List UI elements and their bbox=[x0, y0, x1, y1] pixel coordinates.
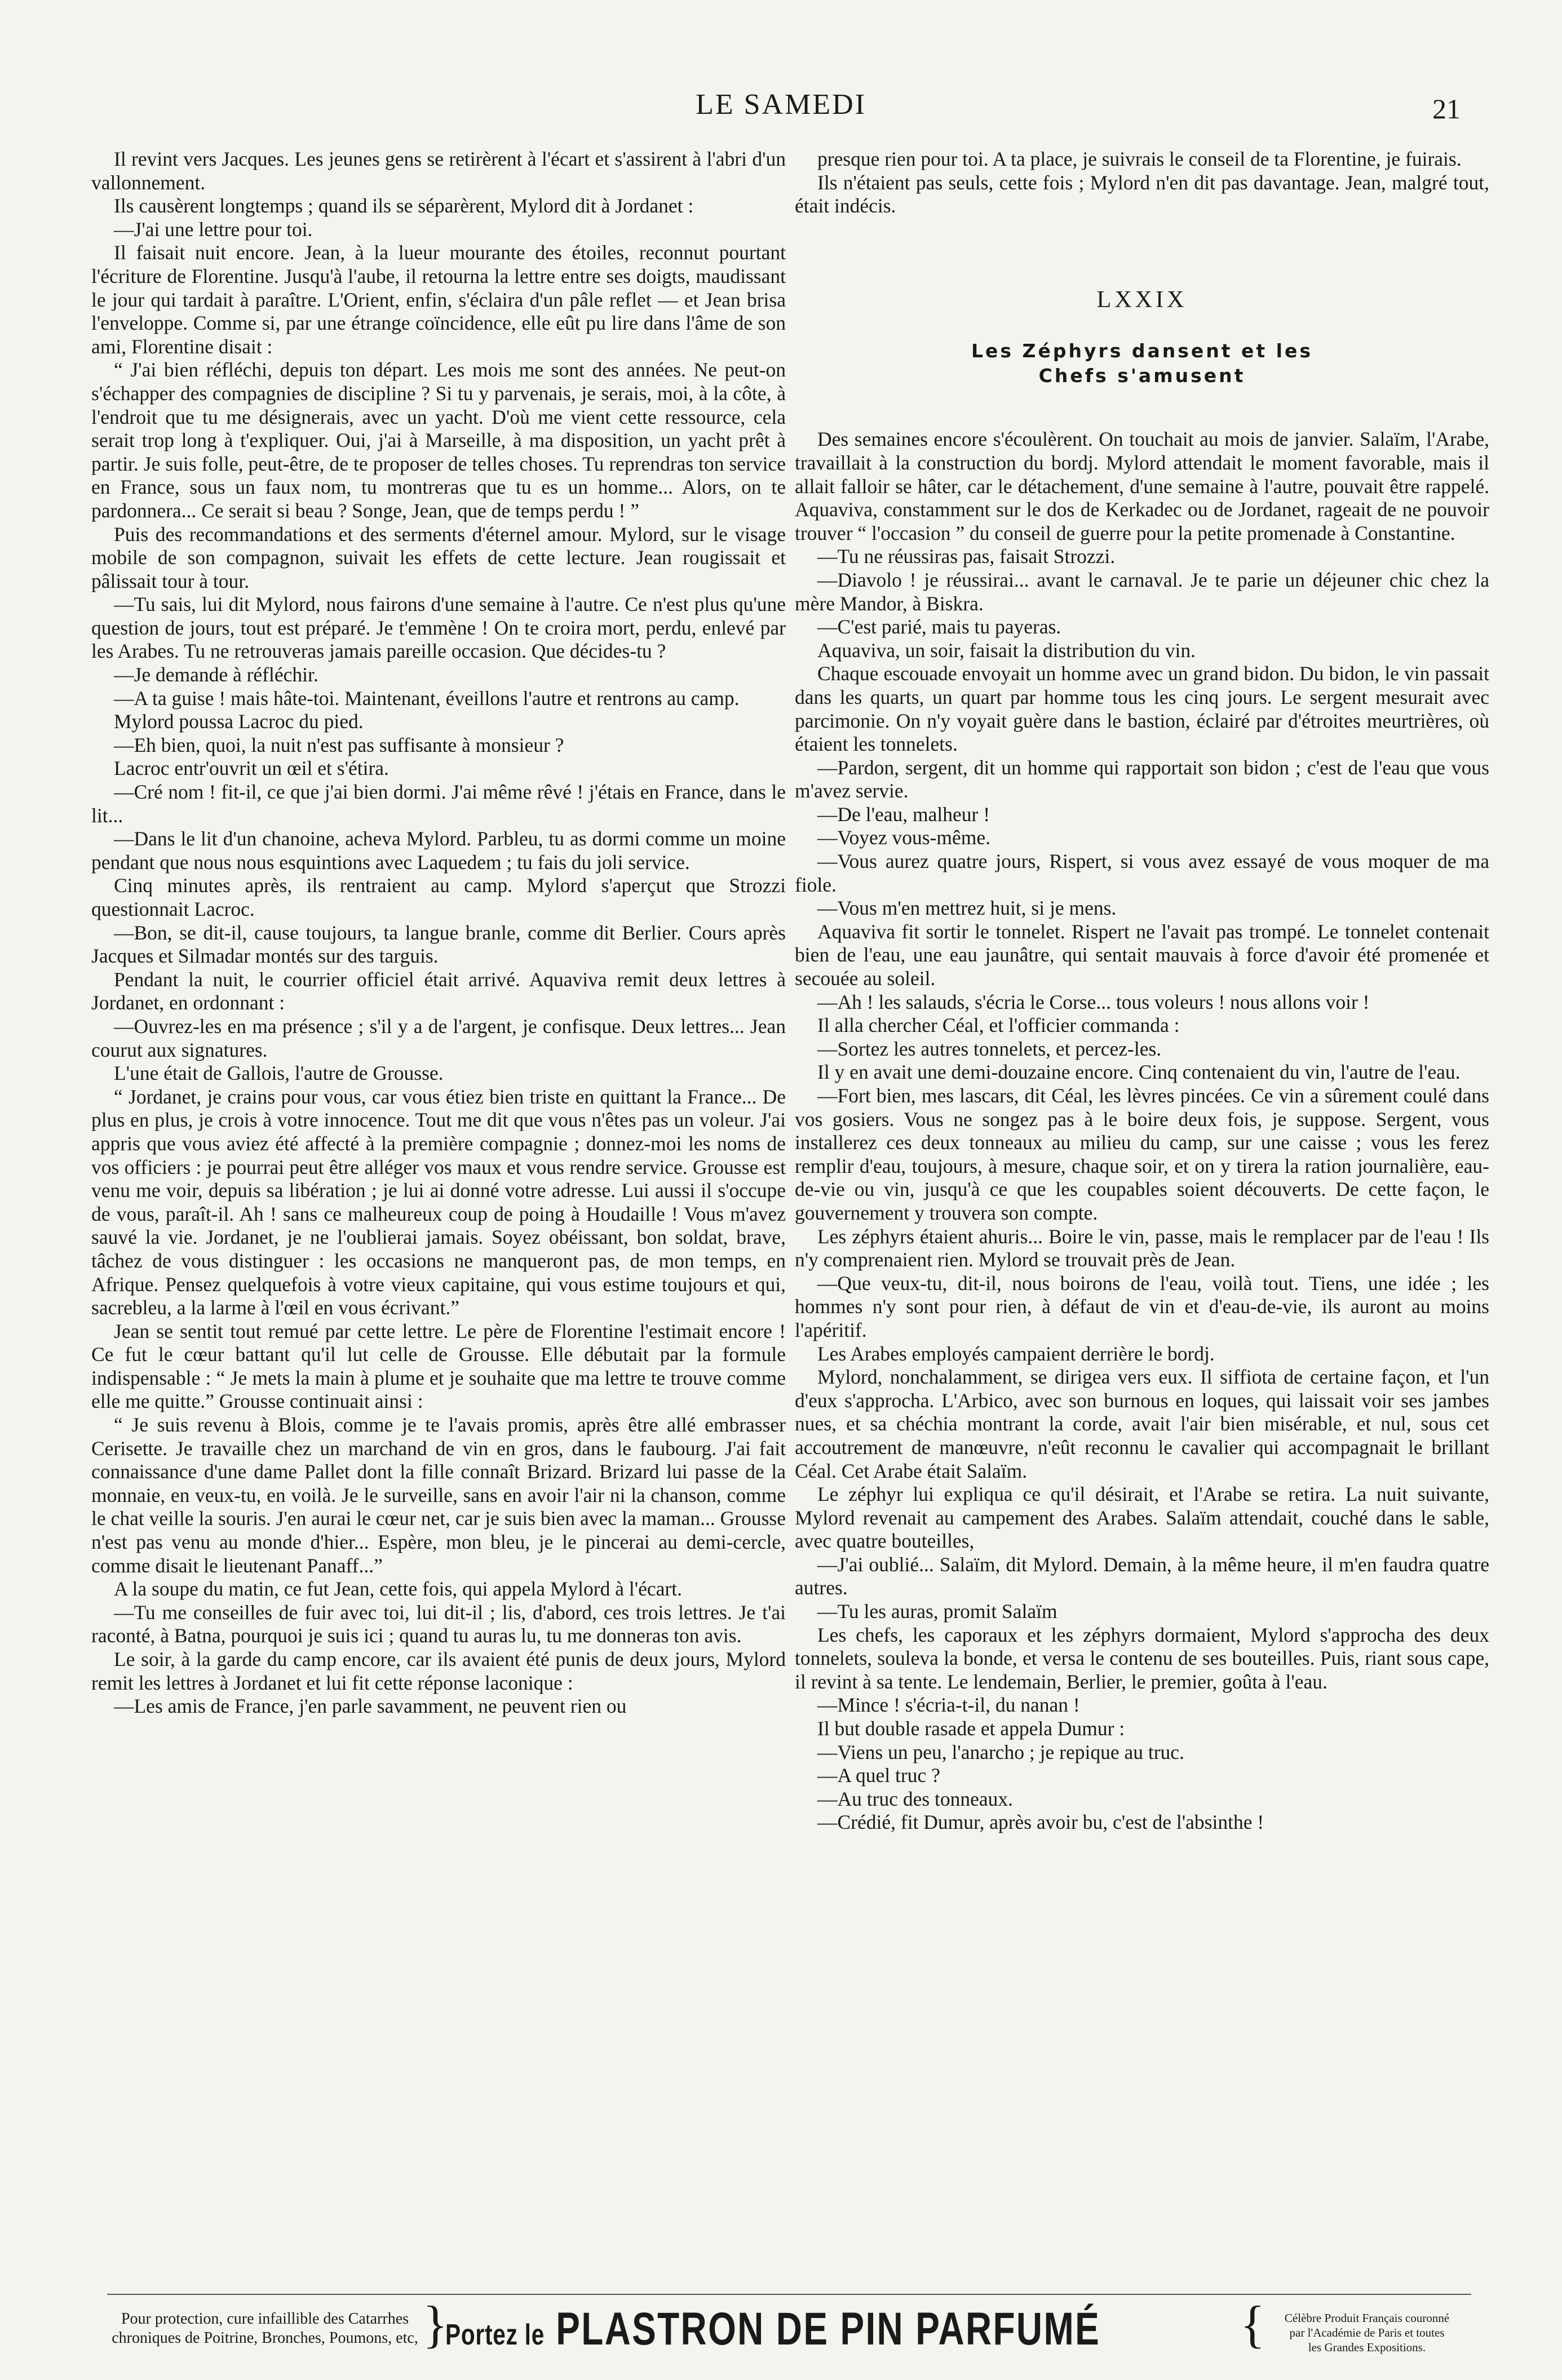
paragraph: Cinq minutes après, ils rentraient au camp. Mylord s'aperçut que Strozzi questionnait Lacroc. bbox=[91, 874, 786, 920]
chapter-number: LXXIX bbox=[1096, 286, 1188, 313]
paragraph: Les chefs, les caporaux et les zéphyrs dormaient, Mylord s'approcha des deux tonnelets, souleva la bonde, et versa le contenu de ses bouteilles. Puis, riant sous cape, il revint à sa tente. Le lendemain, Berlier, le premier, goûta à l'eau. bbox=[795, 1623, 1489, 1693]
paragraph: Lacroc entr'ouvrit un œil et s'étira. bbox=[114, 757, 389, 780]
paragraph: Il faisait nuit encore. Jean, à la lueur mourante des étoiles, reconnut pourtant l'écriture de Florentine. Jusqu'à l'aube, il retourna la lettre entre ses doigts, maudissant le jour qui tardait à paraître. L'Orient, enfin, s'éclaira d'un pâle reflet — et Jean brisa l'enveloppe. Comme si, par une étrange coïncidence, elle eût pu lire dans l'âme de son ami, Florentine disait : bbox=[91, 241, 786, 358]
paragraph: Pendant la nuit, le courrier officiel était arrivé. Aquaviva remit deux lettres à Jordanet, en ordonnant : bbox=[91, 968, 786, 1014]
paragraph: Le soir, à la garde du camp encore, car ils avaient été punis de deux jours, Mylord remit les lettres à Jordanet et lui fit cette réponse laconique : bbox=[91, 1648, 786, 1694]
ad-left-text bbox=[107, 2310, 423, 2348]
paragraph: Le zéphyr lui expliqua ce qu'il désirait, et l'Arabe se retira. La nuit suivante, Mylord revenait au campement des Arabes. Salaïm attendait, couché dans le sable, avec quatre bouteilles, bbox=[795, 1483, 1489, 1553]
paragraph: —C'est parié, mais tu payeras. bbox=[817, 615, 1061, 639]
paragraph: —De l'eau, malheur ! bbox=[817, 803, 990, 826]
chapter-title-line: Les Zéphyrs dansent et les bbox=[971, 340, 1313, 362]
paragraph: L'une était de Gallois, l'autre de Grousse. bbox=[114, 1062, 444, 1085]
paragraph: —Mince ! s'écria-t-il, du nanan ! bbox=[817, 1694, 1080, 1717]
ad-headline-prefix: Portez le bbox=[445, 2319, 545, 2351]
newspaper-title: LE SAMEDI bbox=[696, 88, 866, 121]
paragraph: —Au truc des tonneaux. bbox=[817, 1787, 1014, 1810]
paragraph: Il alla chercher Céal, et l'officier commanda : bbox=[817, 1014, 1180, 1037]
paragraph: —Pardon, sergent, dit un homme qui rapportait son bidon ; c'est de l'eau que vous m'avez servie. bbox=[795, 756, 1489, 803]
paragraph: —Diavolo ! je réussirai... avant le carnaval. Je te parie un déjeuner chic chez la mère Mandor, à Biskra. bbox=[795, 568, 1489, 615]
paragraph: —Bon, se dit-il, cause toujours, ta langue branle, comme dit Berlier. Cours après Jacques et Silmadar montés sur des targuis. bbox=[91, 921, 786, 968]
paragraph: —J'ai une lettre pour toi. bbox=[114, 218, 313, 241]
paragraph: —A quel truc ? bbox=[817, 1764, 940, 1787]
ad-headline bbox=[445, 2303, 1105, 2356]
paragraph: Mylord poussa Lacroc du pied. bbox=[114, 710, 364, 733]
paragraph: —Vous m'en mettrez huit, si je mens. bbox=[817, 897, 1117, 920]
right-column bbox=[795, 148, 1489, 2233]
paragraph: Jean se sentit tout remué par cette lettre. Le père de Florentine l'estimait encore ! Ce fut le cœur battant qu'il lut celle de Grousse. Elle débutait par la formule indispensable : “ Je mets la main à plume et je souhaite que ma lettre te trouve comme elle me quitte.” Grousse continuait ainsi : bbox=[91, 1319, 786, 1413]
paragraph: Aquaviva fit sortir le tonnelet. Rispert ne l'avait pas trompé. Le tonnelet contenait bien de l'eau, une eau jaunâtre, qui sentait mauvais à force d'avoir été promenée et secouée au soleil. bbox=[795, 920, 1489, 990]
ad-right-text bbox=[1263, 2311, 1471, 2355]
paragraph: —Tu ne réussiras pas, faisait Strozzi. bbox=[817, 545, 1116, 568]
ad-headline-product: PLASTRON DE PIN PARFUMÉ bbox=[556, 2303, 1101, 2355]
paragraph: Les Arabes employés campaient derrière le bordj. bbox=[817, 1342, 1215, 1365]
paragraph: —Tu me conseilles de fuir avec toi, lui dit-il ; lis, d'abord, ces trois lettres. Je t'ai raconté, à Batna, pourquoi je suis ici ; quand tu auras lu, tu me donneras ton avis. bbox=[91, 1601, 786, 1647]
paragraph: presque rien pour toi. A ta place, je suivrais le conseil de ta Florentine, je fuirais. bbox=[817, 148, 1462, 170]
ad-left-line: chroniques de Poitrine, Bronches, Poumons, etc, bbox=[112, 2329, 418, 2347]
paragraph: Des semaines encore s'écoulèrent. On touchait au mois de janvier. Salaïm, l'Arabe, travaillait à la construction du bordj. Mylord attendait le moment favorable, mais il allait falloir se hâter, car le détachement, d'une semaine à l'autre, pouvait être rappelé. Aquaviva, constamment sur le dos de Kerkadec ou de Jordanet, rageait de ne pouvoir trouver “ l'occasion ” du conseil de guerre pour la petite promenade à Constantine. bbox=[795, 428, 1489, 544]
paragraph: Puis des recommandations et des serments d'éternel amour. Mylord, sur le visage mobile de son compagnon, suivait les effets de cette lecture. Jean rougissait et pâlissait tour à tour. bbox=[91, 522, 786, 592]
page-number: 21 bbox=[1432, 93, 1461, 125]
ad-right-line: Célèbre Produit Français couronné bbox=[1284, 2311, 1450, 2325]
paragraph: —Tu les auras, promit Salaïm bbox=[817, 1600, 1057, 1623]
left-column bbox=[91, 148, 786, 2233]
brace-glyph: } bbox=[423, 2295, 448, 2353]
paragraph: Chaque escouade envoyait un homme avec un grand bidon. Du bidon, le vin passait dans les quarts, un quart par homme tous les cinq jours. Le sergent mesurait avec parcimonie. On n'y voyait guère dans le bastion, éclairé par d'étroites meurtrières, où étaient les tonnelets. bbox=[795, 662, 1489, 756]
paragraph: Il revint vers Jacques. Les jeunes gens se retirèrent à l'écart et s'assirent à l'abri d'un vallonnement. bbox=[91, 148, 786, 194]
paragraph: —Ouvrez-les en ma présence ; s'il y a de l'argent, je confisque. Deux lettres... Jean courut aux signatures. bbox=[91, 1014, 786, 1061]
paragraph: —Sortez les autres tonnelets, et percez-les. bbox=[817, 1037, 1162, 1060]
ad-right-line: les Grandes Expositions. bbox=[1308, 2341, 1426, 2354]
footer-advertisement bbox=[107, 2294, 1471, 2357]
page-header bbox=[0, 85, 1562, 130]
chapter-title-line: Chefs s'amusent bbox=[1038, 365, 1246, 387]
paragraph: —Viens un peu, l'anarcho ; je repique au truc. bbox=[817, 1740, 1184, 1763]
paragraph: —Ah ! les salauds, s'écria le Corse... tous voleurs ! nous allons voir ! bbox=[817, 990, 1370, 1013]
paragraph: Ils causèrent longtemps ; quand ils se séparèrent, Mylord dit à Jordanet : bbox=[114, 194, 694, 218]
paragraph: —Vous aurez quatre jours, Rispert, si vous avez essayé de vous moquer de ma fiole. bbox=[795, 850, 1489, 896]
paragraph: —A ta guise ! mais hâte-toi. Maintenant, éveillons l'autre et rentrons au camp. bbox=[114, 686, 740, 710]
brace-glyph: { bbox=[1240, 2295, 1265, 2353]
paragraph: “ Je suis revenu à Blois, comme je te l'avais promis, après être allé embrasser Cerisette. Je travaille chez un marchand de vin en gros, dans le faubourg. J'ai fait connaissance d'une dame Pallet dont la fille connaît Brizard. Brizard lui passe de la monnaie, en veux-tu, en voilà. Je le surveille, sans en avoir l'air ni la chanson, comme le chat veille la souris. J'en aurai le cœur net, car je suis bien avec la maman... Grousse n'est pas venu au monde d'hier... Espère, mon bleu, je le pincerai au demi-cercle, comme disait le lieutenant Panaff...” bbox=[91, 1413, 786, 1577]
paragraph: Il y en avait une demi-douzaine encore. Cinq contenaient du vin, l'autre de l'eau. bbox=[817, 1061, 1461, 1084]
paragraph: —Fort bien, mes lascars, dit Céal, les lèvres pincées. Ce vin a sûrement coulé dans vos gosiers. Vous ne songez pas à le boire deux fois, je suppose. Sergent, vous installerez ces deux tonneaux au milieu du camp, sur une caisse ; vous les ferez remplir d'eau, toujours, à mesure, chaque soir, et on y tirera la ration journalière, eau-de-vie ou vin, jusqu'à ce que les coupables soient découverts. De cette façon, le gouvernement y trouvera son compte. bbox=[795, 1084, 1489, 1224]
paragraph: Les zéphyrs étaient ahuris... Boire le vin, passe, mais le remplacer par de l'eau ! Ils n'y comprenaient rien. Mylord se trouvait près de Jean. bbox=[795, 1225, 1489, 1271]
paragraph: —J'ai oublié... Salaïm, dit Mylord. Demain, à la même heure, il m'en faudra quatre autres. bbox=[795, 1553, 1489, 1599]
paragraph: “ J'ai bien réfléchi, depuis ton départ. Les mois me sont des années. Ne peut-on s'échapper des compagnies de discipline ? Si tu y parvenais, je serais, moi, à la côte, à l'endroit que tu me désignerais, avec un yacht. D'où me vient cette ressource, cela serait trop long à t'expliquer. Oui, j'ai à Marseille, à ma disposition, un yacht prêt à partir. Je suis folle, peut-être, de te proposer de telles choses. Tu reprendras ton service en France, sous un faux nom, tu montreras que tu es un homme... Alors, on te pardonnera... Ce serait si beau ? Songe, Jean, que de temps perdu ! ” bbox=[91, 358, 786, 522]
paragraph: —Eh bien, quoi, la nuit n'est pas suffisante à monsieur ? bbox=[114, 733, 564, 756]
paragraph: Mylord, nonchalamment, se dirigea vers eux. Il siffiota de certaine façon, et l'un d'eux s'approcha. L'Arbico, avec son burnous en loques, qui laissait voir ses jambes nues, et sa chéchia montrant la corde, avait l'air bien misérable, et nul, sous cet accoutrement de manœuvre, n'eût reconnu le cavalier qui accompagnait le brillant Céal. Cet Arabe était Salaïm. bbox=[795, 1366, 1489, 1482]
paragraph: —Voyez vous-même. bbox=[817, 826, 990, 849]
paragraph: —Crédié, fit Dumur, après avoir bu, c'est de l'absinthe ! bbox=[817, 1811, 1264, 1834]
paragraph: —Les amis de France, j'en parle savamment, ne peuvent rien ou bbox=[114, 1695, 627, 1718]
paragraph: “ Jordanet, je crains pour vous, car vous étiez bien triste en quittant la France... De plus en plus, je crois à votre innocence. Tout me dit que vous n'êtes pas un voleur. J'ai appris que vous aviez été affecté à la première compagnie ; donnez-moi les noms de vos officiers : je pourrai peut être alléger vos maux et vous rendre service. Grousse est venu me voir, depuis sa libération ; je lui ai donné votre adresse. Lui aussi il s'occupe de vous, paraît-il. Ah ! sans ce malheureux coup de poing à Houdaille ! Vous m'avez sauvé la vie. Jordanet, je ne l'oublierai jamais. Soyez obéissant, bon soldat, brave, tâchez de vous distinguer : les occasions ne manqueront pas, de mon temps, en Afrique. Pensez quelquefois à votre vieux capitaine, qui vous estime toujours et qui, sacrebleu, a la larme à l'œil en vous écrivant.” bbox=[91, 1085, 786, 1319]
paragraph: —Tu sais, lui dit Mylord, nous fairons d'une semaine à l'autre. Ce n'est plus qu'une question de jours, tout est préparé. Je t'emmène ! On te croira mort, perdu, enlevé par les Arabes. Tu ne retrouveras jamais pareille occasion. Que décides-tu ? bbox=[91, 593, 786, 663]
chapter-title bbox=[795, 339, 1489, 388]
paragraph: Ils n'étaient pas seuls, cette fois ; Mylord n'en dit pas davantage. Jean, malgré tout, était indécis. bbox=[795, 171, 1489, 218]
paragraph: —Dans le lit d'un chanoine, acheva Mylord. Parbleu, tu as dormi comme un moine pendant que nous nous esquintions avec Laquedem ; tu fais du joli service. bbox=[91, 827, 786, 874]
paragraph: A la soupe du matin, ce fut Jean, cette fois, qui appela Mylord à l'écart. bbox=[114, 1577, 682, 1601]
paragraph: Il but double rasade et appela Dumur : bbox=[817, 1717, 1125, 1740]
ad-right-line: par l'Académie de Paris et toutes bbox=[1289, 2326, 1445, 2339]
paragraph: —Je demande à réfléchir. bbox=[114, 663, 318, 686]
paragraph: Aquaviva, un soir, faisait la distribution du vin. bbox=[817, 639, 1196, 662]
paragraph: —Cré nom ! fit-il, ce que j'ai bien dormi. J'ai même rêvé ! j'étais en France, dans le lit... bbox=[91, 781, 786, 827]
paragraph: —Que veux-tu, dit-il, nous boirons de l'eau, voilà tout. Tiens, une idée ; les hommes n'y sont pour rien, à défaut de vin et d'eau-de-vie, ils auront au moins l'apéritif. bbox=[795, 1271, 1489, 1341]
ad-left-line: Pour protection, cure infaillible des Catarrhes bbox=[121, 2310, 409, 2328]
